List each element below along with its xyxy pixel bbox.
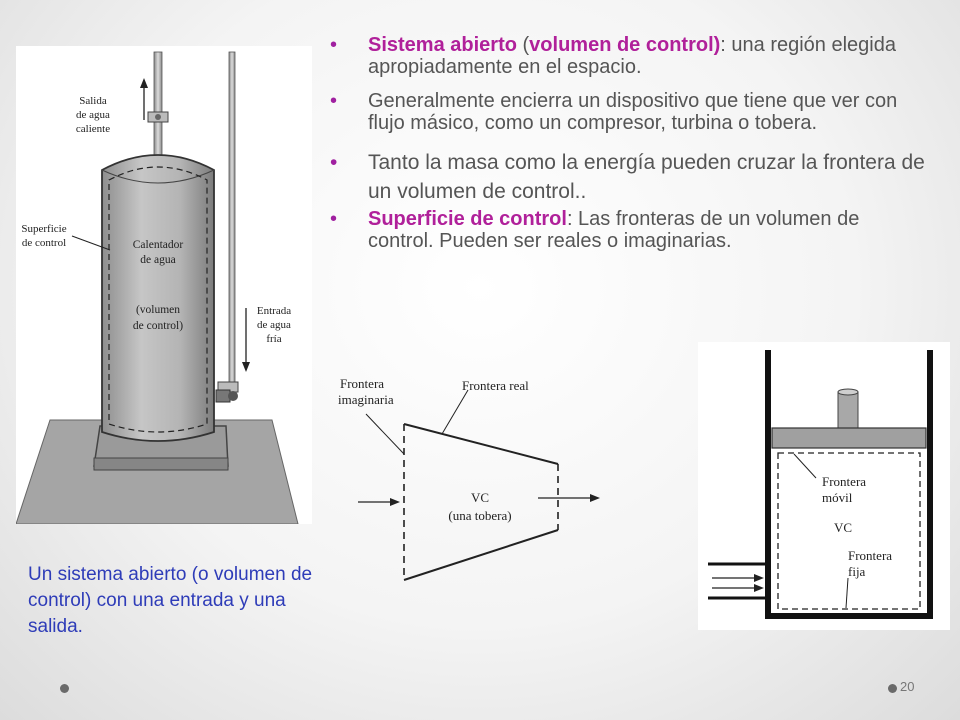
bullet-text: : Las fronteras de un volumen de control. Pueden ser reales o imaginarias. [368, 208, 860, 252]
keyword-control-volume: volumen de control) [529, 34, 721, 56]
keyword-open-system: Sistema abierto [368, 34, 517, 56]
piston-vc-label: VC [834, 520, 853, 535]
figure-caption: Un sistema abierto (o volumen de control) con una entrada y una salida. [28, 564, 313, 637]
moving-label-2: móvil [822, 490, 853, 505]
heater-label-2: de agua [140, 254, 176, 266]
inlet-label-2: de agua [257, 319, 291, 331]
bullet-glyph: • [330, 151, 338, 174]
bullet-glyph: • [330, 208, 338, 230]
bullet-open-system [330, 34, 930, 78]
outlet-label-2: de agua [76, 109, 110, 121]
keyword-control-surface: Superficie de control [368, 208, 567, 230]
bullet-text: ( [516, 34, 530, 56]
moving-label-1: Frontera [822, 474, 867, 489]
decorative-dot-left [60, 684, 69, 693]
bullet-list [330, 34, 930, 252]
decorative-dot-right [888, 684, 897, 693]
page-number: 20 [900, 679, 915, 694]
bullet-text: Generalmente encierra un dispositivo que tiene que ver con flujo másico, como un compresor, turbina o tobera. [368, 90, 898, 134]
outlet-label-1: Salida [79, 95, 107, 107]
bullet-glyph: • [330, 90, 338, 112]
volume-label-2: de control) [132, 320, 184, 332]
imaginary-label-1: Frontera [340, 376, 385, 391]
bullet-control-surface [330, 208, 930, 252]
imaginary-label-2: imaginaria [338, 392, 394, 407]
bullet-text: Tanto la masa como la energía pueden cruzar la frontera de un volumen de control.. [368, 151, 925, 203]
nozzle-label: (una tobera) [448, 508, 512, 523]
heater-label-1: Calentador [132, 239, 184, 251]
water-heater-figure [16, 46, 312, 524]
nozzle-vc-label: VC [470, 490, 490, 505]
bullet-text: : una región elegida apropiadamente en el espacio. [368, 34, 896, 78]
bullet-mass-energy [330, 148, 930, 206]
fixed-label-1: Frontera [848, 548, 893, 563]
piston-cylinder-figure [698, 342, 950, 630]
surface-label-1: Superficie [21, 223, 67, 235]
inlet-label-3: fría [266, 333, 282, 345]
surface-label-2: de control [21, 237, 67, 249]
nozzle-figure [330, 358, 620, 590]
volume-label-1: (volumen [135, 304, 181, 316]
bullet-device [330, 90, 930, 134]
inlet-label-1: Entrada [256, 305, 292, 317]
fixed-label-2: fija [848, 564, 866, 579]
outlet-label-3: caliente [75, 123, 111, 135]
real-boundary-label: Frontera real [462, 378, 529, 393]
bullet-glyph: • [330, 34, 338, 56]
